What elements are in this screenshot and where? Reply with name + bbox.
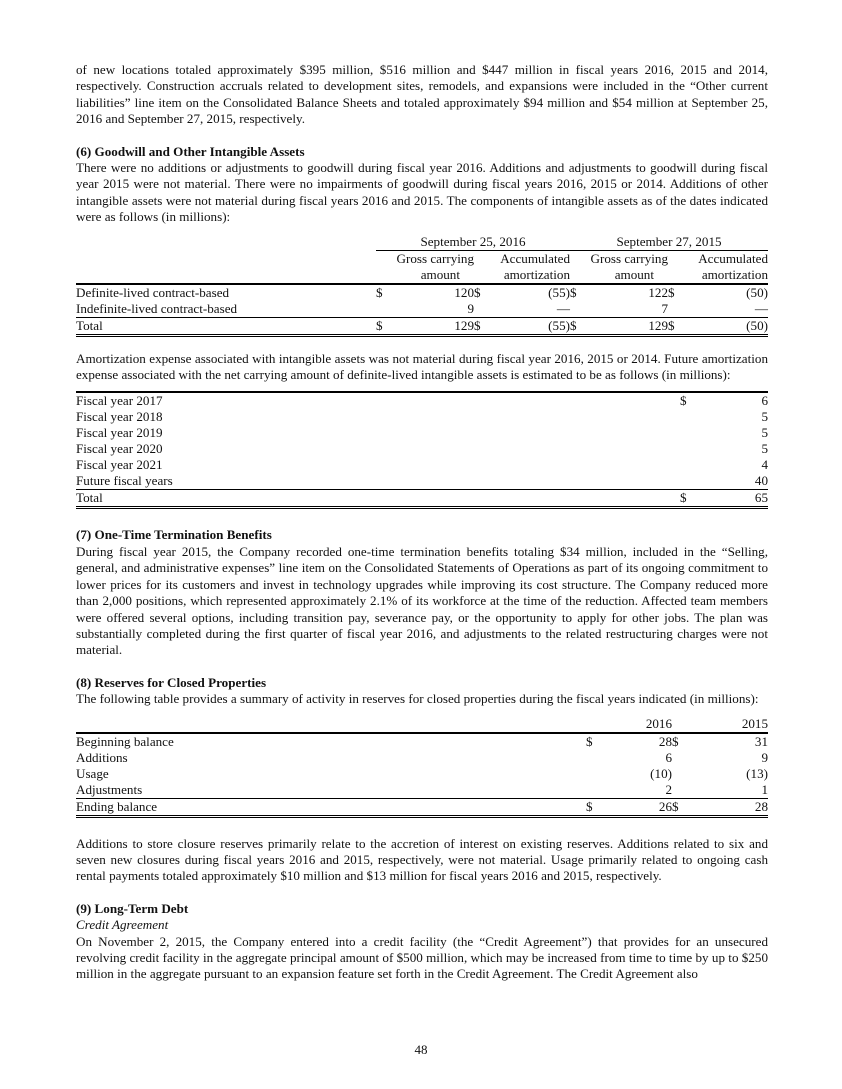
period2-header: September 27, 2015 <box>570 234 768 251</box>
year2-header: 2015 <box>741 715 768 731</box>
table-total-row: Ending balance $ 26 $ 28 <box>76 798 768 816</box>
col-gross-header: Gross carrying <box>590 250 668 266</box>
section7-paragraph: During fiscal year 2015, the Company recorded one-time termination benefits totaling $34 million, included in the “Selling, general, and administrative expenses” line item on the Consolidated Statements of Operations as part of its ongoing commitment to lower prices for its customers and invest in technology upgrades while improving its cost structure. The Company reduced more than 2,000 positions, which represented approximately 2.1% of its workforce at the time of the reduction. Affected team members were offered several options, including transition pay, severance pay, or the opportunity to apply for other jobs. The plan was substantially completed during the first quarter of fiscal year 2016, and adjustments to the related restructuring charges were not material. <box>76 543 768 658</box>
year1-header: 2016 <box>645 715 672 731</box>
section7-heading: (7) One-Time Termination Benefits <box>76 527 272 543</box>
table-row: Fiscal year 2021 4 <box>76 457 768 473</box>
period1-header: September 25, 2016 <box>376 234 570 251</box>
intro-paragraph: of new locations totaled approximately $395 million, $516 million and $447 million in fiscal years 2016, 2015 and 2014, respectively. Construction accruals related to development sites, remodels, and expansions were included in the “Other current liabilities” line item on the Consolidated Balance Sheets and totaled approximately $94 million and $54 million at September 25, 2016 and September 27, 2015, respectively. <box>76 62 768 127</box>
section9-paragraph: On November 2, 2015, the Company entered into a credit facility (the “Credit Agreement”) that provides for an unsecured revolving credit facility in the aggregate principal amount of $500 million, which may be increased from time to time by up to $250 million in the aggregate pursuant to an expansion feature set forth in the Credit Agreement. The Credit Agreement also <box>76 933 768 982</box>
table-row: Fiscal year 2017 $ 6 <box>76 393 768 409</box>
table-row: Additions 6 9 <box>76 749 768 765</box>
table-row: Indefinite-lived contract-based 9 — 7 — <box>76 300 768 316</box>
intangible-assets-table <box>76 234 768 337</box>
table-row: Fiscal year 2020 5 <box>76 441 768 457</box>
col-gross-header-2: amount <box>614 266 654 282</box>
table-total-row: Total $ 129 $ (55) $ 129 $ (50) <box>76 317 768 335</box>
section8-after-paragraph: Additions to store closure reserves primarily relate to the accretion of interest on existing reserves. Additions related to six and seven new closures during fiscal years 2016 and 2015, respectively, were not material. Usage primarily related to ongoing cash rental payments totaled approximately $10 million and $13 million for fiscal years 2016 and 2015, respectively. <box>76 835 768 884</box>
table-row: Future fiscal years 40 <box>76 473 768 489</box>
section6-paragraph: There were no additions or adjustments to goodwill during fiscal year 2016. Additions and adjustments to goodwill during fiscal year 2015 were not material. There were no impairments of goodwill during fiscal years 2016, 2015 or 2014. Additions of other intangible assets were not material during fiscal years 2016 and 2015. The components of intangible assets as of the dates indicated were as follows (in millions): <box>76 160 768 225</box>
col-accum-header-2: amortization <box>701 266 768 282</box>
col-gross-header: Gross carrying <box>396 250 474 266</box>
table-row: Fiscal year 2018 5 <box>76 409 768 425</box>
col-accum-header-2: amortization <box>503 266 570 282</box>
amortization-table <box>76 391 768 509</box>
section8-paragraph: The following table provides a summary of activity in reserves for closed properties during the fiscal years indicated (in millions): <box>76 691 759 707</box>
page-number: 48 <box>414 1042 428 1057</box>
col-accum-header: Accumulated <box>500 250 570 266</box>
reserves-table <box>76 716 768 818</box>
table-row: Beginning balance $ 28 $ 31 <box>76 733 768 749</box>
col-accum-header: Accumulated <box>698 250 768 266</box>
table-total-row: Total $ 65 <box>76 490 768 508</box>
document-page <box>76 62 768 983</box>
amortization-paragraph: Amortization expense associated with intangible assets was not material during fiscal year 2016, 2015 or 2014. Future amortization expense associated with the net carrying amount of definite-lived intangible assets is estimated to be as follows (in millions): <box>76 350 768 383</box>
section9-heading: (9) Long-Term Debt <box>76 900 189 916</box>
table-row: Fiscal year 2019 5 <box>76 425 768 441</box>
table-row: Definite-lived contract-based $ 120 $ (55) $ 122 $ (50) <box>76 284 768 300</box>
section6-heading: (6) Goodwill and Other Intangible Assets <box>76 143 305 159</box>
table-row: Adjustments 2 1 <box>76 781 768 797</box>
section8-heading: (8) Reserves for Closed Properties <box>76 674 267 690</box>
section9-subheading: Credit Agreement <box>76 917 169 933</box>
col-gross-header-2: amount <box>420 266 460 282</box>
table-row: Usage (10) (13) <box>76 765 768 781</box>
